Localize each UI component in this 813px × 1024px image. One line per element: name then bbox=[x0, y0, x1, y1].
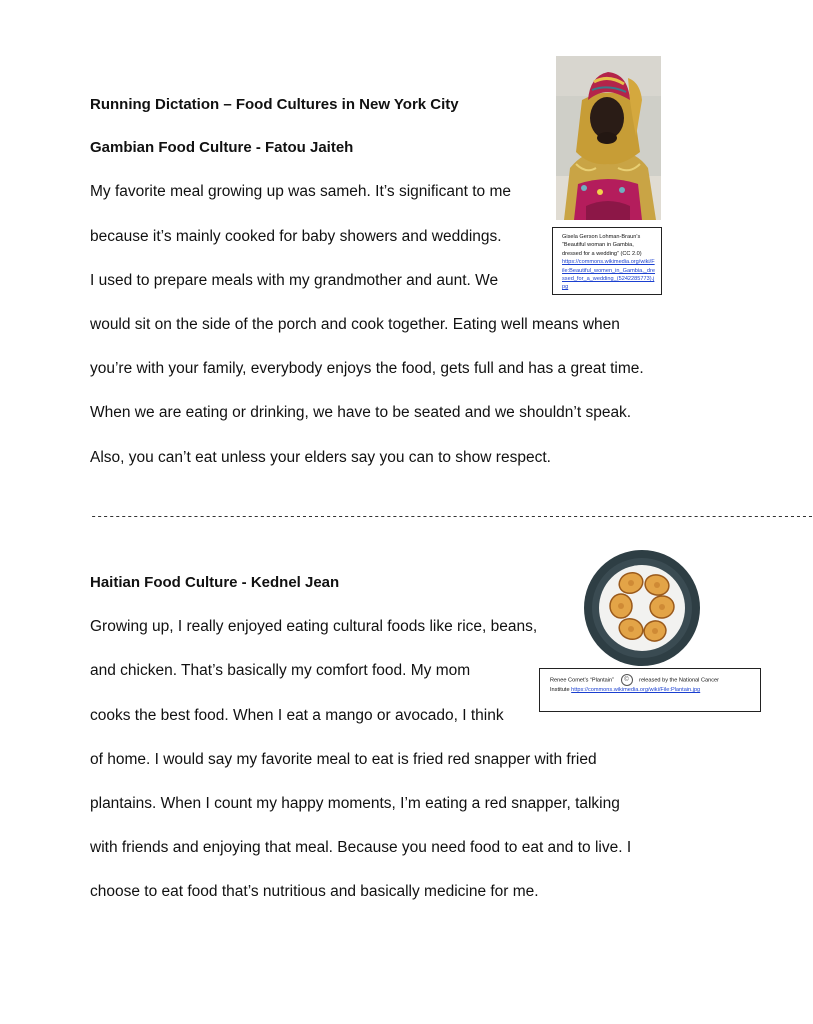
paragraph-line: you’re with your family, everybody enjoys the food, gets full and has a great time. bbox=[90, 360, 644, 377]
caption-link[interactable]: https://commons.wikimedia.org/wiki/File:Beautiful_women_in_Gambia,_dressed_for_a_wedding_(5242285773).jpg bbox=[562, 259, 655, 291]
paragraph-line: plantains. When I count my happy moments, I’m eating a red snapper, talking bbox=[90, 795, 620, 812]
public-domain-icon: © bbox=[621, 674, 633, 686]
paragraph-line: Growing up, I really enjoyed eating cultural foods like rice, beans, bbox=[90, 618, 538, 635]
document-title: Running Dictation – Food Cultures in New York City bbox=[90, 96, 459, 113]
caption-text: Gisela Gerson Lohman-Braun’s “Beautiful woman in Gambia, dressed for a wedding” (CC 2.0) bbox=[562, 234, 642, 257]
photo-caption-gambian bbox=[552, 227, 662, 295]
paragraph-line: with friends and enjoying that meal. Because you need food to eat and to live. I bbox=[90, 839, 632, 856]
paragraph-line: would sit on the side of the porch and cook together. Eating well means when bbox=[90, 316, 620, 333]
photo-caption-plantain bbox=[539, 668, 761, 712]
gambian-woman-photo bbox=[556, 56, 661, 220]
paragraph-line: My favorite meal growing up was sameh. It’s significant to me bbox=[90, 183, 511, 200]
caption-link[interactable]: https://commons.wikimedia.org/wiki/File:Plantain.jpg bbox=[571, 687, 701, 693]
paragraph-line: and chicken. That’s basically my comfort food. My mom bbox=[90, 662, 471, 679]
caption-text: released by the National Cancer bbox=[639, 677, 719, 684]
plantain-plate-photo bbox=[583, 549, 701, 667]
paragraph-line: I used to prepare meals with my grandmother and aunt. We bbox=[90, 272, 499, 289]
section-heading-gambian: Gambian Food Culture - Fatou Jaiteh bbox=[90, 139, 354, 156]
section-heading-haitian: Haitian Food Culture - Kednel Jean bbox=[90, 574, 340, 591]
paragraph-line: When we are eating or drinking, we have to be seated and we shouldn’t speak. bbox=[90, 404, 632, 421]
section-divider: ------------------------------------------------------------------------------------------------------------------------ bbox=[90, 509, 813, 523]
paragraph-line: cooks the best food. When I eat a mango or avocado, I think bbox=[90, 707, 504, 724]
caption-text: Institute bbox=[550, 687, 570, 693]
paragraph-line: of home. I would say my favorite meal to eat is fried red snapper with fried bbox=[90, 751, 597, 768]
caption-text: Renee Comet’s “Plantain” bbox=[550, 677, 614, 684]
paragraph-line: choose to eat food that’s nutritious and basically medicine for me. bbox=[90, 883, 539, 900]
paragraph-line: Also, you can’t eat unless your elders say you can to show respect. bbox=[90, 449, 551, 466]
paragraph-line: because it’s mainly cooked for baby showers and weddings. bbox=[90, 228, 502, 245]
